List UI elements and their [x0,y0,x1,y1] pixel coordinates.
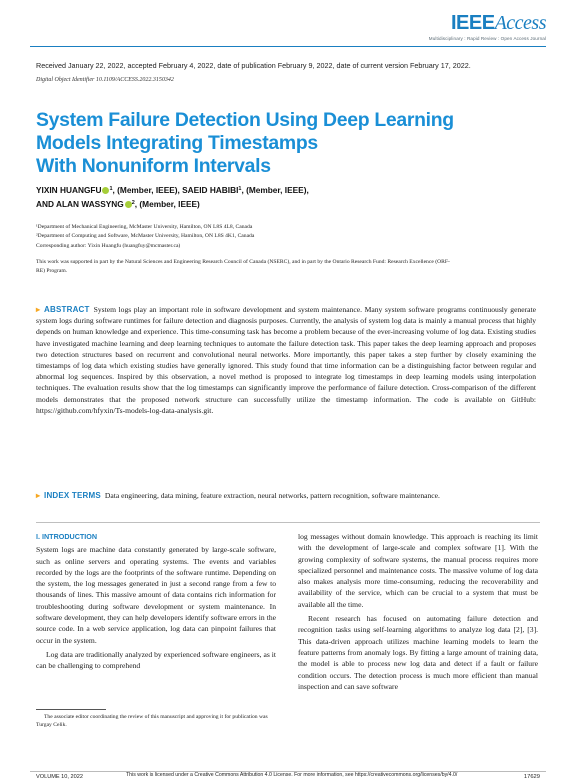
index-terms-label: INDEX TERMS [44,491,101,500]
affiliations [36,223,254,240]
author-membership: , (Member, IEEE), [241,185,309,195]
section-heading: I. INTRODUCTION [36,532,98,541]
affil-sup: 2 [131,200,135,206]
body-column-left [36,531,276,672]
page-number: 17629 [523,774,540,780]
funding-note: This work was supported in part by the Natural Sciences and Engineering Research Council of Canada (NSERC), and in part by the Ontario Research Fund: Research Excellence (ORF-RE) Program. [36,259,450,274]
title-line: Models Integrating Timestamps [36,132,318,154]
logo-access: Access [494,12,546,34]
paragraph: Log data are traditionally analyzed by experienced software engineers, as it can be challenging to comprehend [36,649,276,671]
footnote-rule [36,709,106,710]
paragraph: System logs are machine data constantly generated by large-scale software, such as online servers and operating systems. The events and variables recorded by the logs are the footprints of the software runtime. Depending on the system, the log messages generated in just a second range from a few to thousands of lines. This massive amount of data contains rich information for troubleshooting during software development or system maintenance. In software development, they can help developers identify software errors in the source code. In a web service application, log data can pinpoint failures that occur in the system. [36,545,276,645]
body-column-right [298,531,538,692]
author-membership: , (Member, IEEE) [134,199,200,209]
logo-ieee: IEEE [451,12,495,34]
volume-label: VOLUME 10, 2022 [36,774,83,780]
paragraph: Recent research has focused on automating failure detection and recognition tasks using self-learning algorithms to analyze log data [2], [3]. This data-driven approach utilizes machine learning models to learn the feature patterns from anomaly logs. By fitting a large amount of training data, the model is able to process new log data and detect if a fault or failure condition occurs. The detection process is much more efficient than manual inspection and can save software [298,614,538,691]
abstract-text: System logs play an important role in software development and system maintenance. Many system software programs continuously generate system logs during software runtimes for failure detection and diagnosis purposes. Currently, the analysis of system log data is mainly a manual process that highly depends on human knowledge and experience. This time-consuming task has become a problem because of the ever-increasing volume of log data. Existing studies have investigated machine learning and deep learning techniques to automate the failure detection task. This paper takes the deep learning approach and proposes two detection structures based on recurrent and convolutional neural networks. More importantly, this paper takes a step further by closely examining the timestamps of log data which existing studies have generally ignored. This study found that time information can be a distinguishing factor between regular and abnormal log sequences. Inspired by this observation, a novel method is proposed to integrate log timestamps in deep learning models using interpolation techniques. The evaluation results show that the log timestamps can significantly improve the performance of failure detection. Cross-comparison of the different models demonstrates that the proposed network structure can successfully utilize the timestamp information. The code is available on GitHub: https://github.com/hfyxin/Ts-models-log-data-analysis.git. [36,305,536,415]
license-notice: This work is licensed under a Creative Commons Attribution 4.0 License. For more information, see https://creativecommons.org/licenses/by/4.0/ [126,772,458,778]
logo-tagline: Multidisciplinary : Rapid Review : Open Access Journal [428,36,546,41]
header-rule [30,46,546,47]
affil-sup: 1 [238,186,242,192]
affiliation: ¹Department of Mechanical Engineering, McMaster University, Hamilton, ON L8S 4L8, Canada [36,224,253,230]
triangle-arrow-icon: ▸ [36,305,41,314]
index-terms [36,490,536,501]
section-divider [36,522,540,523]
affil-sup: 1 [109,186,113,192]
abstract-label: ABSTRACT [44,305,90,314]
doi: Digital Object Identifier 10.1109/ACCESS.2022.3150342 [36,77,174,83]
author-name: AND ALAN WASSYNG [36,199,124,209]
author-list [36,183,496,211]
author-name: , (Member, IEEE), SAEID HABIBI [112,185,239,195]
orcid-icon[interactable] [125,201,132,208]
affiliation: ²Department of Computing and Software, McMaster University, Hamilton, ON L8S 4K1, Canada [36,232,255,239]
journal-logo [429,12,546,41]
corresponding-author: Corresponding author: Yixin Huangfu (huangfuy@mcmaster.ca) [36,243,181,249]
abstract [36,304,536,416]
author-name: YIXIN HUANGFU [36,185,102,195]
paragraph: log messages without domain knowledge. This approach is reaching its limit with the development of large-scale and complex software [1]. With the growing complexity of software systems, the manual process requires more specialized personnel and maintenance costs. The massive volume of log data also makes analysis more time-consuming, reducing the recoverability and availability of the service, which can be crucial to a system that must be available all the time. [298,532,538,609]
title-line: System Failure Detection Using Deep Learning [36,109,454,131]
received-dates: Received January 22, 2022, accepted February 4, 2022, date of publication February 9, 2022, date of current version February 17, 2022. [36,61,471,70]
triangle-arrow-icon: ▸ [36,491,41,500]
editor-footnote: The associate editor coordinating the review of this manuscript and approving it for publication was Turgay Celik. [36,714,268,728]
title-line: With Nonuniform Intervals [36,155,271,177]
paper-title [36,109,456,178]
index-terms-text: Data engineering, data mining, feature extraction, neural networks, pattern recognition, software maintenance. [104,491,440,500]
